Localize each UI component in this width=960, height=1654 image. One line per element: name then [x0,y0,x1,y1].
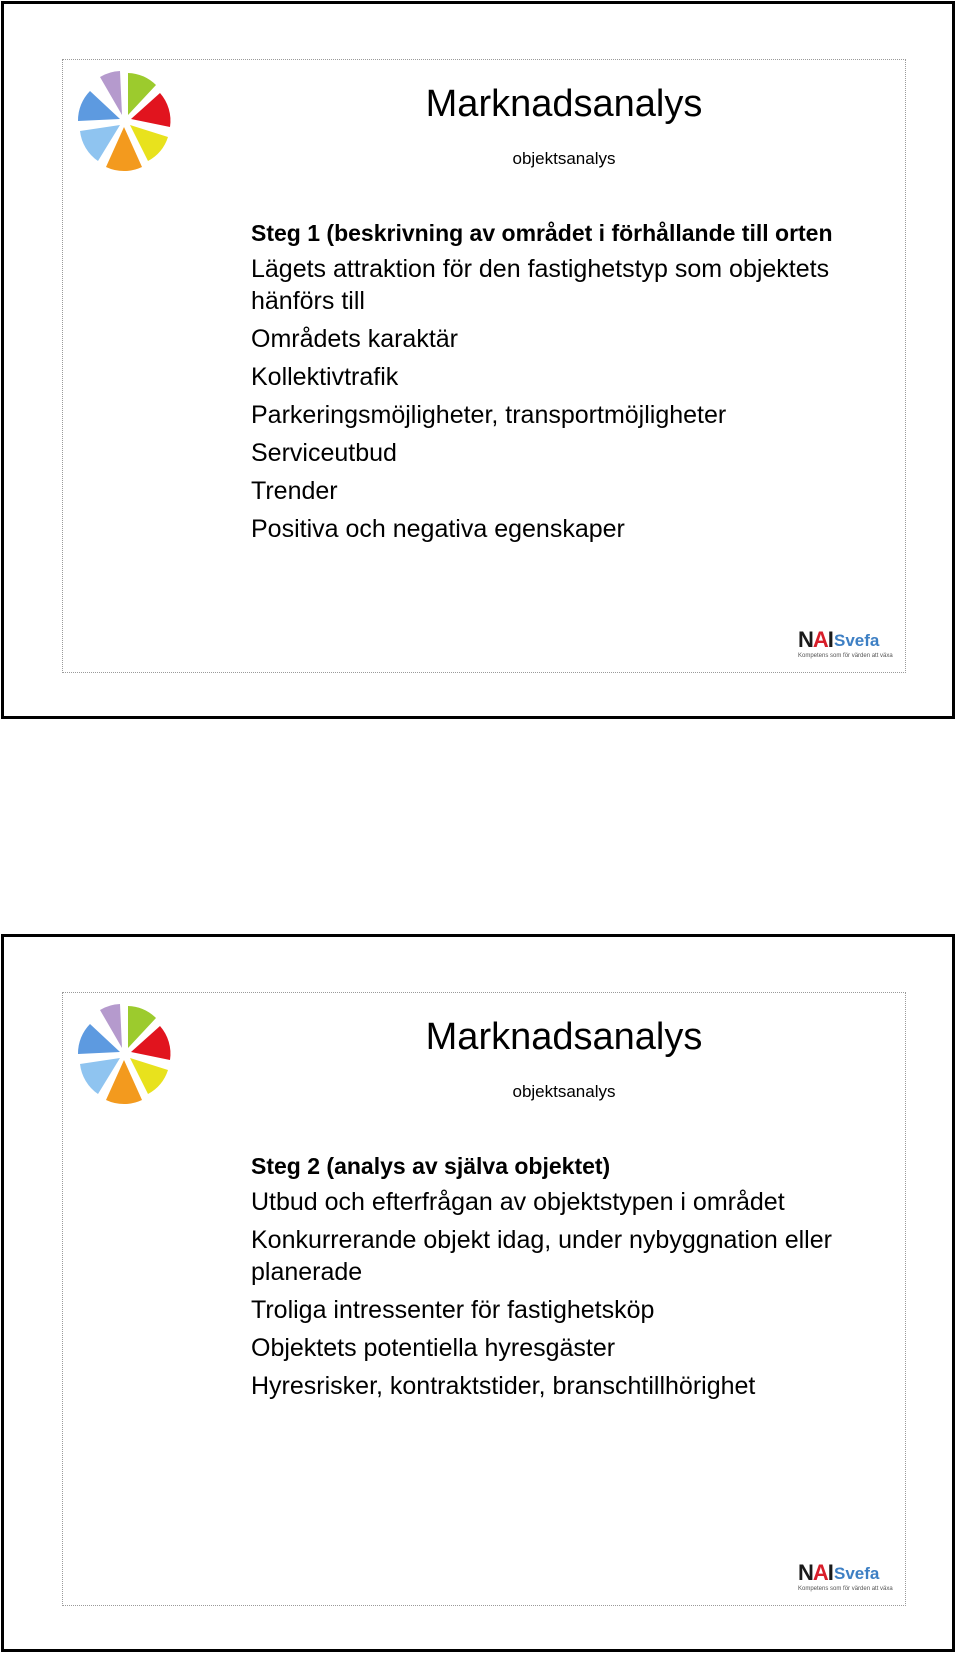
list-item: Positiva och negativa egenskaper [251,515,625,543]
list-item: Trender [251,477,338,505]
slide-title: Marknadsanalys [425,83,703,125]
list-item: Kollektivtrafik [251,363,399,391]
logo-tagline: Kompetens som för värden att växa [798,653,893,659]
logo-brand: Svefa [834,1564,880,1583]
slide-1 [1,1,955,719]
logo-nai: NAI [798,1560,833,1585]
item-list [251,1186,901,1402]
list-item: Serviceutbud [251,439,397,467]
slide-content [251,1152,901,1408]
list-item: Områdets karaktär [251,325,459,353]
logo-nai: NAI [798,627,833,652]
list-item: Hyresrisker, kontraktstider, branschtillhörighet [251,1372,756,1400]
logo-tagline: Kompetens som för värden att växa [798,1586,893,1592]
slide-2 [1,934,955,1652]
slide-title: Marknadsanalys [425,1016,703,1058]
pie-logo-icon [76,69,176,173]
list-item: Konkurrerande objekt idag, under nybyggnation eller planerade [251,1226,832,1286]
slide-subtitle: objektsanalys [512,149,616,168]
list-item: Objektets potentiella hyresgäster [251,1334,616,1362]
list-item: Parkeringsmöjligheter, transportmöjligheter [251,401,727,429]
list-item: Lägets attraktion för den fastighetstyp som objektets hänförs till [251,255,830,315]
step-heading: Steg 1 (beskrivning av området i förhållande till orten [251,220,833,246]
slide-subtitle: objektsanalys [512,1082,616,1101]
nai-svefa-logo [798,1560,893,1595]
item-list [251,253,901,545]
step-heading: Steg 2 (analys av själva objektet) [251,1153,611,1179]
list-item: Utbud och efterfrågan av objektstypen i området [251,1188,785,1216]
logo-brand: Svefa [834,631,880,650]
slide-content [251,219,901,551]
list-item: Troliga intressenter för fastighetsköp [251,1296,655,1324]
nai-svefa-logo [798,627,893,662]
pie-logo-icon [76,1002,176,1106]
